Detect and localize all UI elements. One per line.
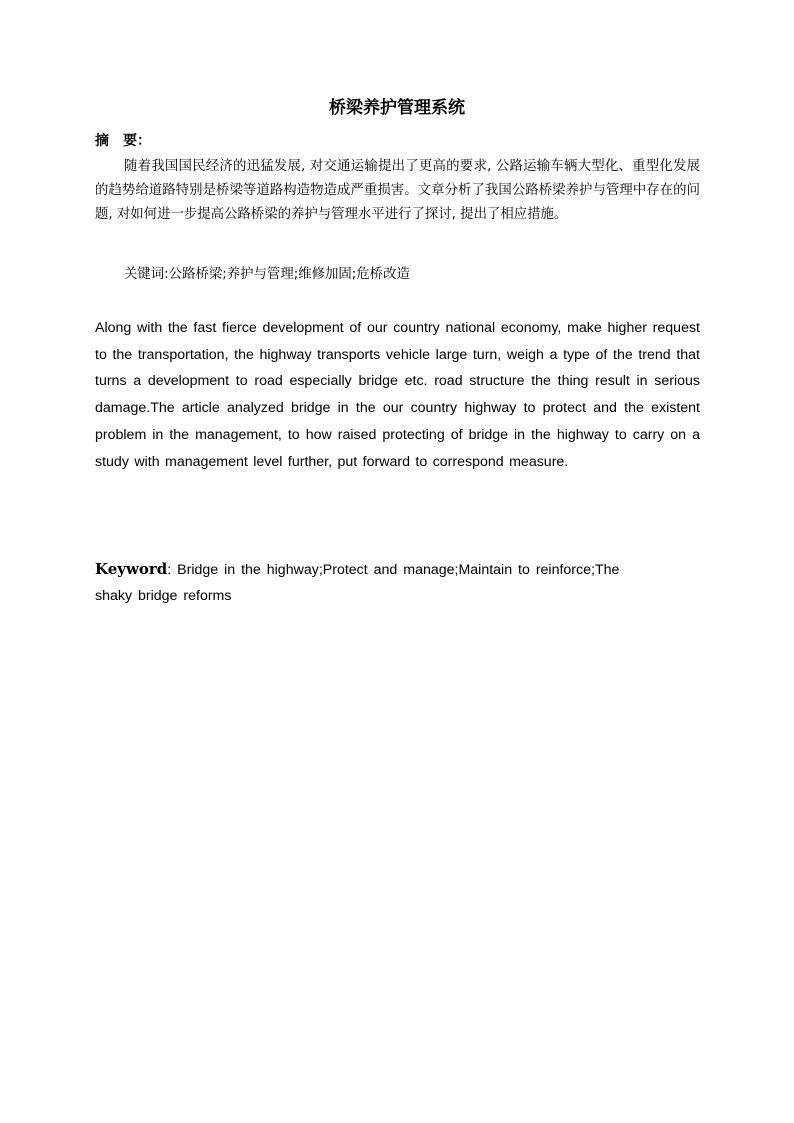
- chinese-keywords: 关键词:公路桥梁;养护与管理;维修加固;危桥改造: [124, 267, 410, 282]
- english-keywords: [95, 556, 655, 609]
- chinese-abstract-paragraph: 随着我国国民经济的迅猛发展, 对交通运输提出了更高的要求, 公路运输车辆大型化、重型化发展的趋势给道路特别是桥梁等道路构造物造成严重损害。文章分析了我国公路桥梁养护与管理中存在的问题, 对如何进一步提高公路桥梁的养护与管理水平进行了探讨, 提出了相应措施。: [95, 159, 700, 222]
- english-keywords-label: Keyword: [95, 560, 168, 578]
- english-keywords-text: : Bridge in the highway;Protect and manage;Maintain to reinforce;The shaky bridge reforms: [95, 562, 620, 604]
- document-title: 桥梁养护管理系统: [329, 98, 465, 118]
- abstract-label: 摘 要：: [95, 133, 151, 149]
- english-abstract-paragraph: Along with the fast fierce development of our country national economy, make higher request to the transportation, the highway transports vehicle large turn, weigh a type of the trend that turns a development to road especially bridge etc. road structure the thing result in serious damage.The article analyzed bridge in the our country highway to protect and the existent problem in the management, to how raised protecting of bridge in the highway to carry on a study with management level further, put forward to correspond measure.: [95, 320, 700, 470]
